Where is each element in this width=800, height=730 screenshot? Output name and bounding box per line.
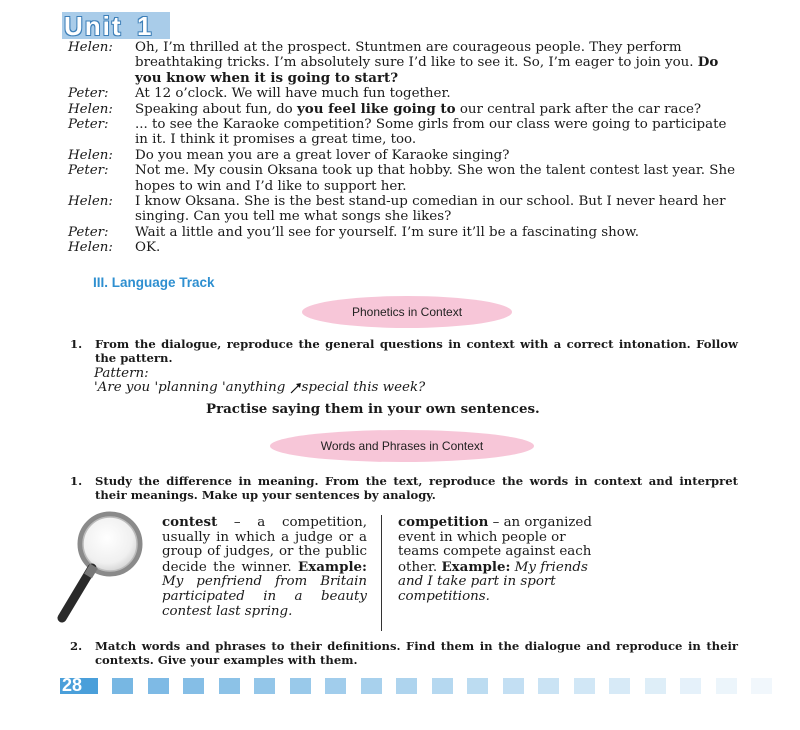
section-title: III. Language Track: [93, 275, 215, 290]
speech-phrase: our central park after the car race?: [455, 101, 702, 117]
words-and-phrases-label: [270, 430, 534, 462]
footer-square: [396, 678, 417, 694]
dialogue-line: [68, 86, 740, 101]
footer-square: [645, 678, 666, 694]
speech-text: [135, 102, 740, 117]
speaker-name: Helen:: [68, 240, 113, 256]
speaker-name: Helen:: [68, 147, 113, 163]
competition-example-text: My friends and I take part in sport competitions.: [398, 559, 588, 604]
phonetics-label-text: Phonetics in Context: [351, 305, 463, 319]
speech-phrase: Do you mean you are a great lover of Karaoke singing?: [135, 147, 510, 163]
footer-square: [148, 678, 169, 694]
term-contest: contest: [162, 514, 218, 530]
footer-square: [183, 678, 204, 694]
example-label: Example:: [441, 558, 511, 575]
footer-square: [609, 678, 630, 694]
footer-square: [112, 678, 133, 694]
phonetics-in-context-label: [302, 296, 512, 328]
speech-phrase: Oh, I’m thrilled at the prospect. Stuntmen are courageous people. They perform breathtaking tricks. I’m absolutely sure I’d like to see it. So, I’m eager to join you.: [135, 40, 698, 71]
footer-square: [219, 678, 240, 694]
dialogue-line: [68, 148, 740, 163]
footer-square: [290, 678, 311, 694]
pattern-label: Pattern:: [94, 366, 149, 381]
term-competition: competition: [398, 514, 489, 530]
pattern-sentence-start: 'Are you 'planning 'anything: [94, 380, 290, 395]
competition-definition: [398, 515, 610, 605]
competition-definition-text: – an organized event in which people or teams compete against each other.: [398, 515, 592, 575]
speech-text: [135, 40, 740, 86]
speech-phrase: OK.: [135, 240, 161, 256]
footer-square: [361, 678, 382, 694]
contest-example-text: My penfriend from Britain participated in a beauty contest last spring.: [162, 574, 367, 619]
speech-text: [135, 117, 740, 148]
intonation-pattern: [94, 367, 425, 395]
dialogue: [68, 40, 740, 256]
speech-phrase-bold: you feel like going to: [297, 100, 456, 117]
footer-square: [432, 678, 453, 694]
speaker-name: Helen:: [68, 101, 113, 117]
speech-text: [135, 148, 740, 163]
footer-square: [503, 678, 524, 694]
speaker-name: Peter:: [68, 86, 109, 102]
speech-phrase-bold: Do you know when it is going to start?: [135, 54, 719, 86]
speech-text: [135, 194, 740, 225]
speaker-name: Peter:: [68, 224, 109, 240]
footer-square: [574, 678, 595, 694]
dialogue-line: [68, 163, 740, 194]
footer-square: [467, 678, 488, 694]
words-label-text: Words and Phrases in Context: [320, 439, 484, 453]
speaker-name: Peter:: [68, 117, 109, 133]
unit-number: 1: [137, 11, 152, 41]
footer-square: [751, 678, 772, 694]
footer-square: [680, 678, 701, 694]
magnifying-glass-icon: [52, 508, 152, 628]
task-instruction: From the dialogue, reproduce the general questions in context with a correct intonation. Follow the pattern.: [95, 337, 738, 365]
footer-square: [254, 678, 275, 694]
speech-phrase: Wait a little and you’ll see for yourself. I’m sure it’ll be a fascinating show.: [135, 224, 639, 240]
dialogue-line: [68, 40, 740, 86]
dialogue-line: [68, 240, 740, 255]
task-number: 1.: [70, 474, 83, 488]
task-instruction: Match words and phrases to their definitions. Find them in the dialogue and reproduce in their contexts. Give your examples with them.: [95, 639, 738, 667]
task-2-match: [70, 640, 738, 667]
practise-instruction: Practise saying them in your own sentences.: [206, 401, 540, 417]
example-label: Example:: [298, 558, 367, 575]
unit-label: Unit: [64, 11, 123, 41]
page-number: 28: [62, 675, 83, 695]
contest-definition: [162, 515, 367, 619]
speaker-name: Helen:: [68, 40, 113, 55]
speaker-name: Helen:: [68, 194, 113, 210]
intonation-arrow-icon: [290, 382, 302, 394]
task-1-phonetics: [70, 338, 738, 365]
speech-text: [135, 86, 740, 101]
column-divider: [381, 515, 382, 631]
speech-text: [135, 240, 740, 255]
dialogue-line: [68, 194, 740, 225]
speech-phrase: ... to see the Karaoke competition? Some girls from our class were going to participate in it. I think it promises a great time, too.: [135, 117, 727, 148]
task-instruction: Study the difference in meaning. From the text, reproduce the words in context and interpret their meanings. Make up your sentences by analogy.: [95, 474, 738, 502]
page-number-badge: [60, 675, 98, 695]
footer-square: [716, 678, 737, 694]
contest-definition-text: – a competition, usually in which a judge or a group of judges, or the public decide the winner.: [162, 515, 367, 575]
speech-phrase: Not me. My cousin Oksana took up that hobby. She won the talent contest last year. She hopes to win and I’d like to support her.: [135, 163, 736, 194]
dialogue-line: [68, 117, 740, 148]
footer-square: [325, 678, 346, 694]
pattern-sentence-end: special this week?: [301, 380, 426, 395]
speaker-name: Peter:: [68, 163, 109, 179]
speech-text: [135, 163, 740, 194]
speech-phrase: Speaking about fun, do: [135, 101, 297, 117]
task-number: 2.: [70, 639, 83, 653]
speech-text: [135, 225, 740, 240]
speech-phrase: At 12 o’clock. We will have much fun together.: [135, 86, 451, 102]
task-1-words: [70, 475, 738, 502]
speech-phrase: I know Oksana. She is the best stand-up comedian in our school. But I never heard her singing. Can you tell me what songs she likes?: [135, 194, 726, 225]
dialogue-line: [68, 225, 740, 240]
footer-square: [538, 678, 559, 694]
dialogue-line: [68, 102, 740, 117]
task-number: 1.: [70, 337, 83, 351]
